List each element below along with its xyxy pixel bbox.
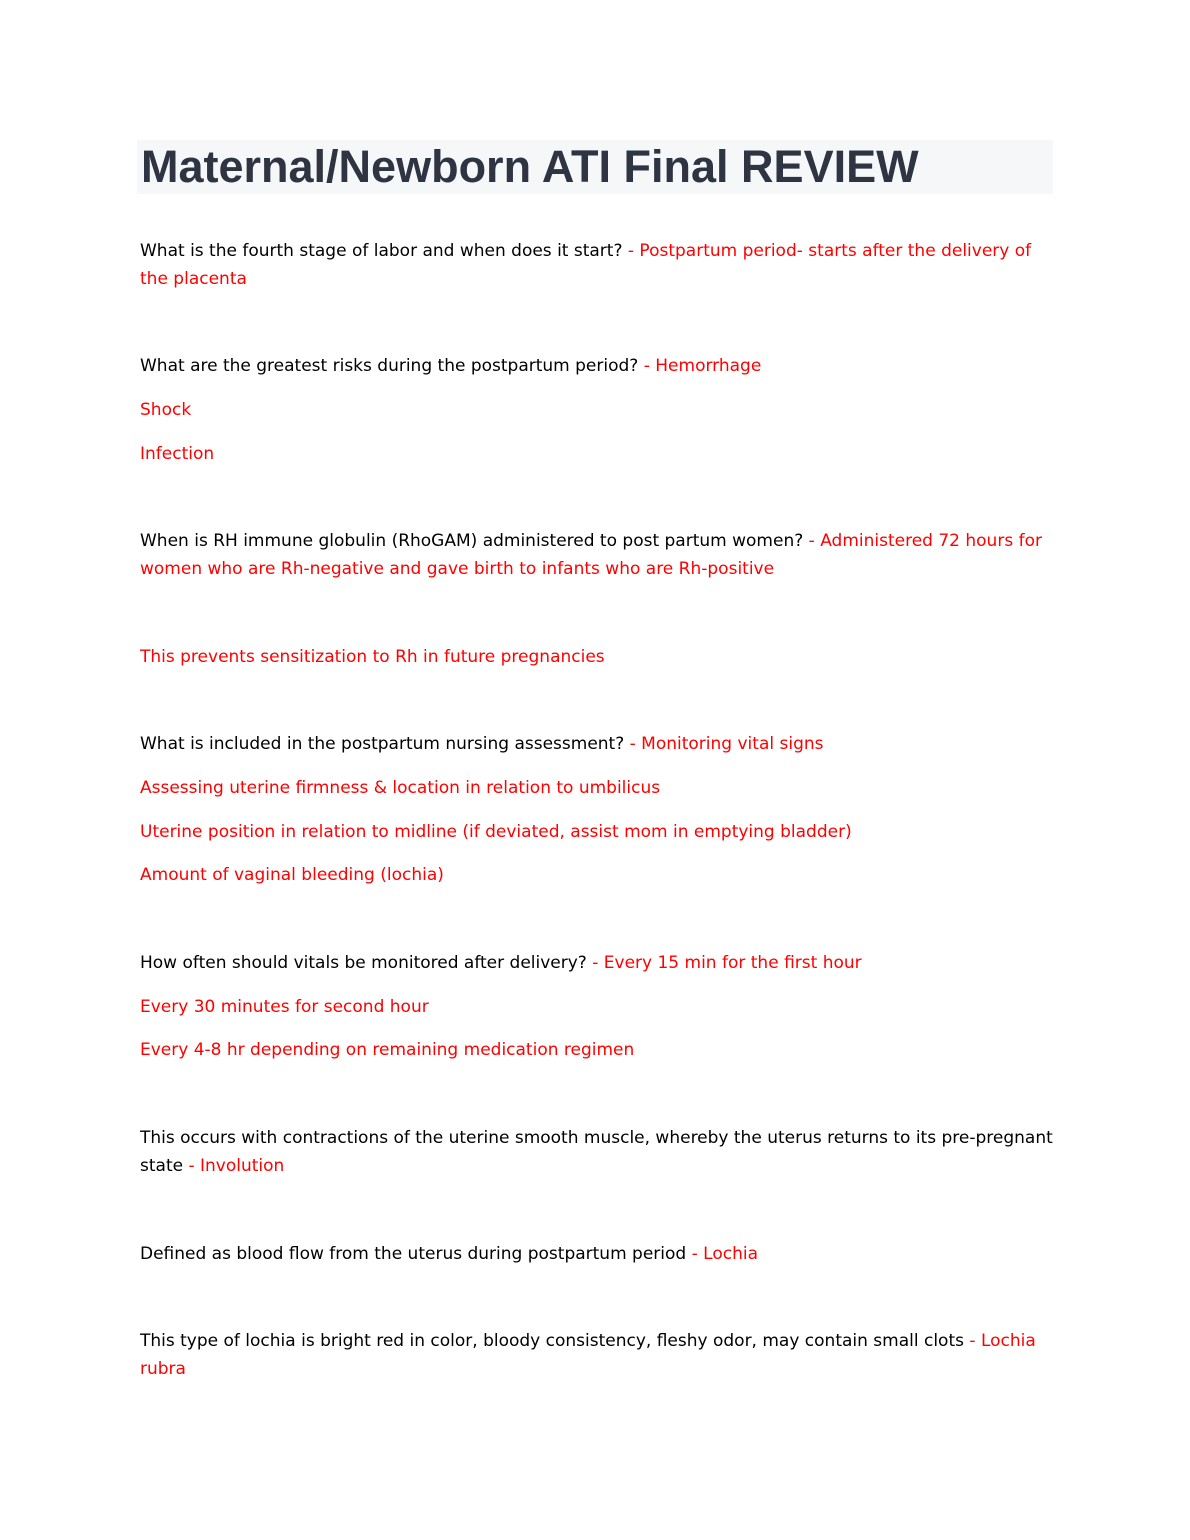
answer-line: Every 30 minutes for second hour: [140, 997, 429, 1017]
question-text: What is included in the postpartum nursing assessment?: [140, 734, 625, 754]
title-banner: [137, 140, 1053, 194]
answer-line: Amount of vaginal bleeding (lochia): [140, 865, 444, 885]
answer-text: - Lochia rubra: [140, 1331, 1036, 1379]
question-text: This type of lochia is bright red in color, bloody consistency, fleshy odor, may contain small clots: [140, 1331, 964, 1351]
qa-item-postpartum-risks: [140, 352, 1055, 380]
answer-text: - Hemorrhage: [643, 356, 762, 376]
answer-line: Every 4-8 hr depending on remaining medication regimen: [140, 1040, 635, 1060]
answer-text: - Involution: [188, 1156, 285, 1176]
answer-line: Assessing uterine firmness & location in relation to umbilicus: [140, 778, 661, 798]
question-text: How often should vitals be monitored after delivery?: [140, 953, 587, 973]
answer-line: Infection: [140, 444, 215, 464]
answer-text: - Every 15 min for the first hour: [592, 953, 862, 973]
question-text: What are the greatest risks during the postpartum period?: [140, 356, 639, 376]
page-title: Maternal/Newborn ATI Final REVIEW: [141, 141, 919, 192]
answer-text: - Administered 72 hours for women who are Rh-negative and gave birth to infants who are Rh-positive: [140, 531, 1042, 579]
question-text: When is RH immune globulin (RhoGAM) administered to post partum women?: [140, 531, 804, 551]
qa-item-vitals-frequency: [140, 949, 1055, 977]
qa-item-fourth-stage: [140, 237, 1055, 293]
answer-text: - Lochia: [691, 1244, 758, 1264]
qa-item-involution: [140, 1124, 1055, 1180]
qa-item-nursing-assessment: [140, 730, 1055, 758]
answer-line: Uterine position in relation to midline (if deviated, assist mom in emptying bladder): [140, 822, 852, 842]
question-text: Defined as blood flow from the uterus during postpartum period: [140, 1244, 687, 1264]
qa-item-lochia-rubra: [140, 1327, 1055, 1383]
qa-item-rhogam: [140, 527, 1055, 583]
answer-text: - Monitoring vital signs: [629, 734, 824, 754]
question-text: This occurs with contractions of the uterine smooth muscle, whereby the uterus returns to its pre-pregnant state: [140, 1128, 1053, 1176]
qa-item-lochia: [140, 1240, 1055, 1268]
answer-line: Shock: [140, 400, 192, 420]
question-text: What is the fourth stage of labor and when does it start?: [140, 241, 623, 261]
answer-text: - Postpartum period- starts after the delivery of the placenta: [140, 241, 1032, 289]
answer-line: This prevents sensitization to Rh in future pregnancies: [140, 647, 605, 667]
